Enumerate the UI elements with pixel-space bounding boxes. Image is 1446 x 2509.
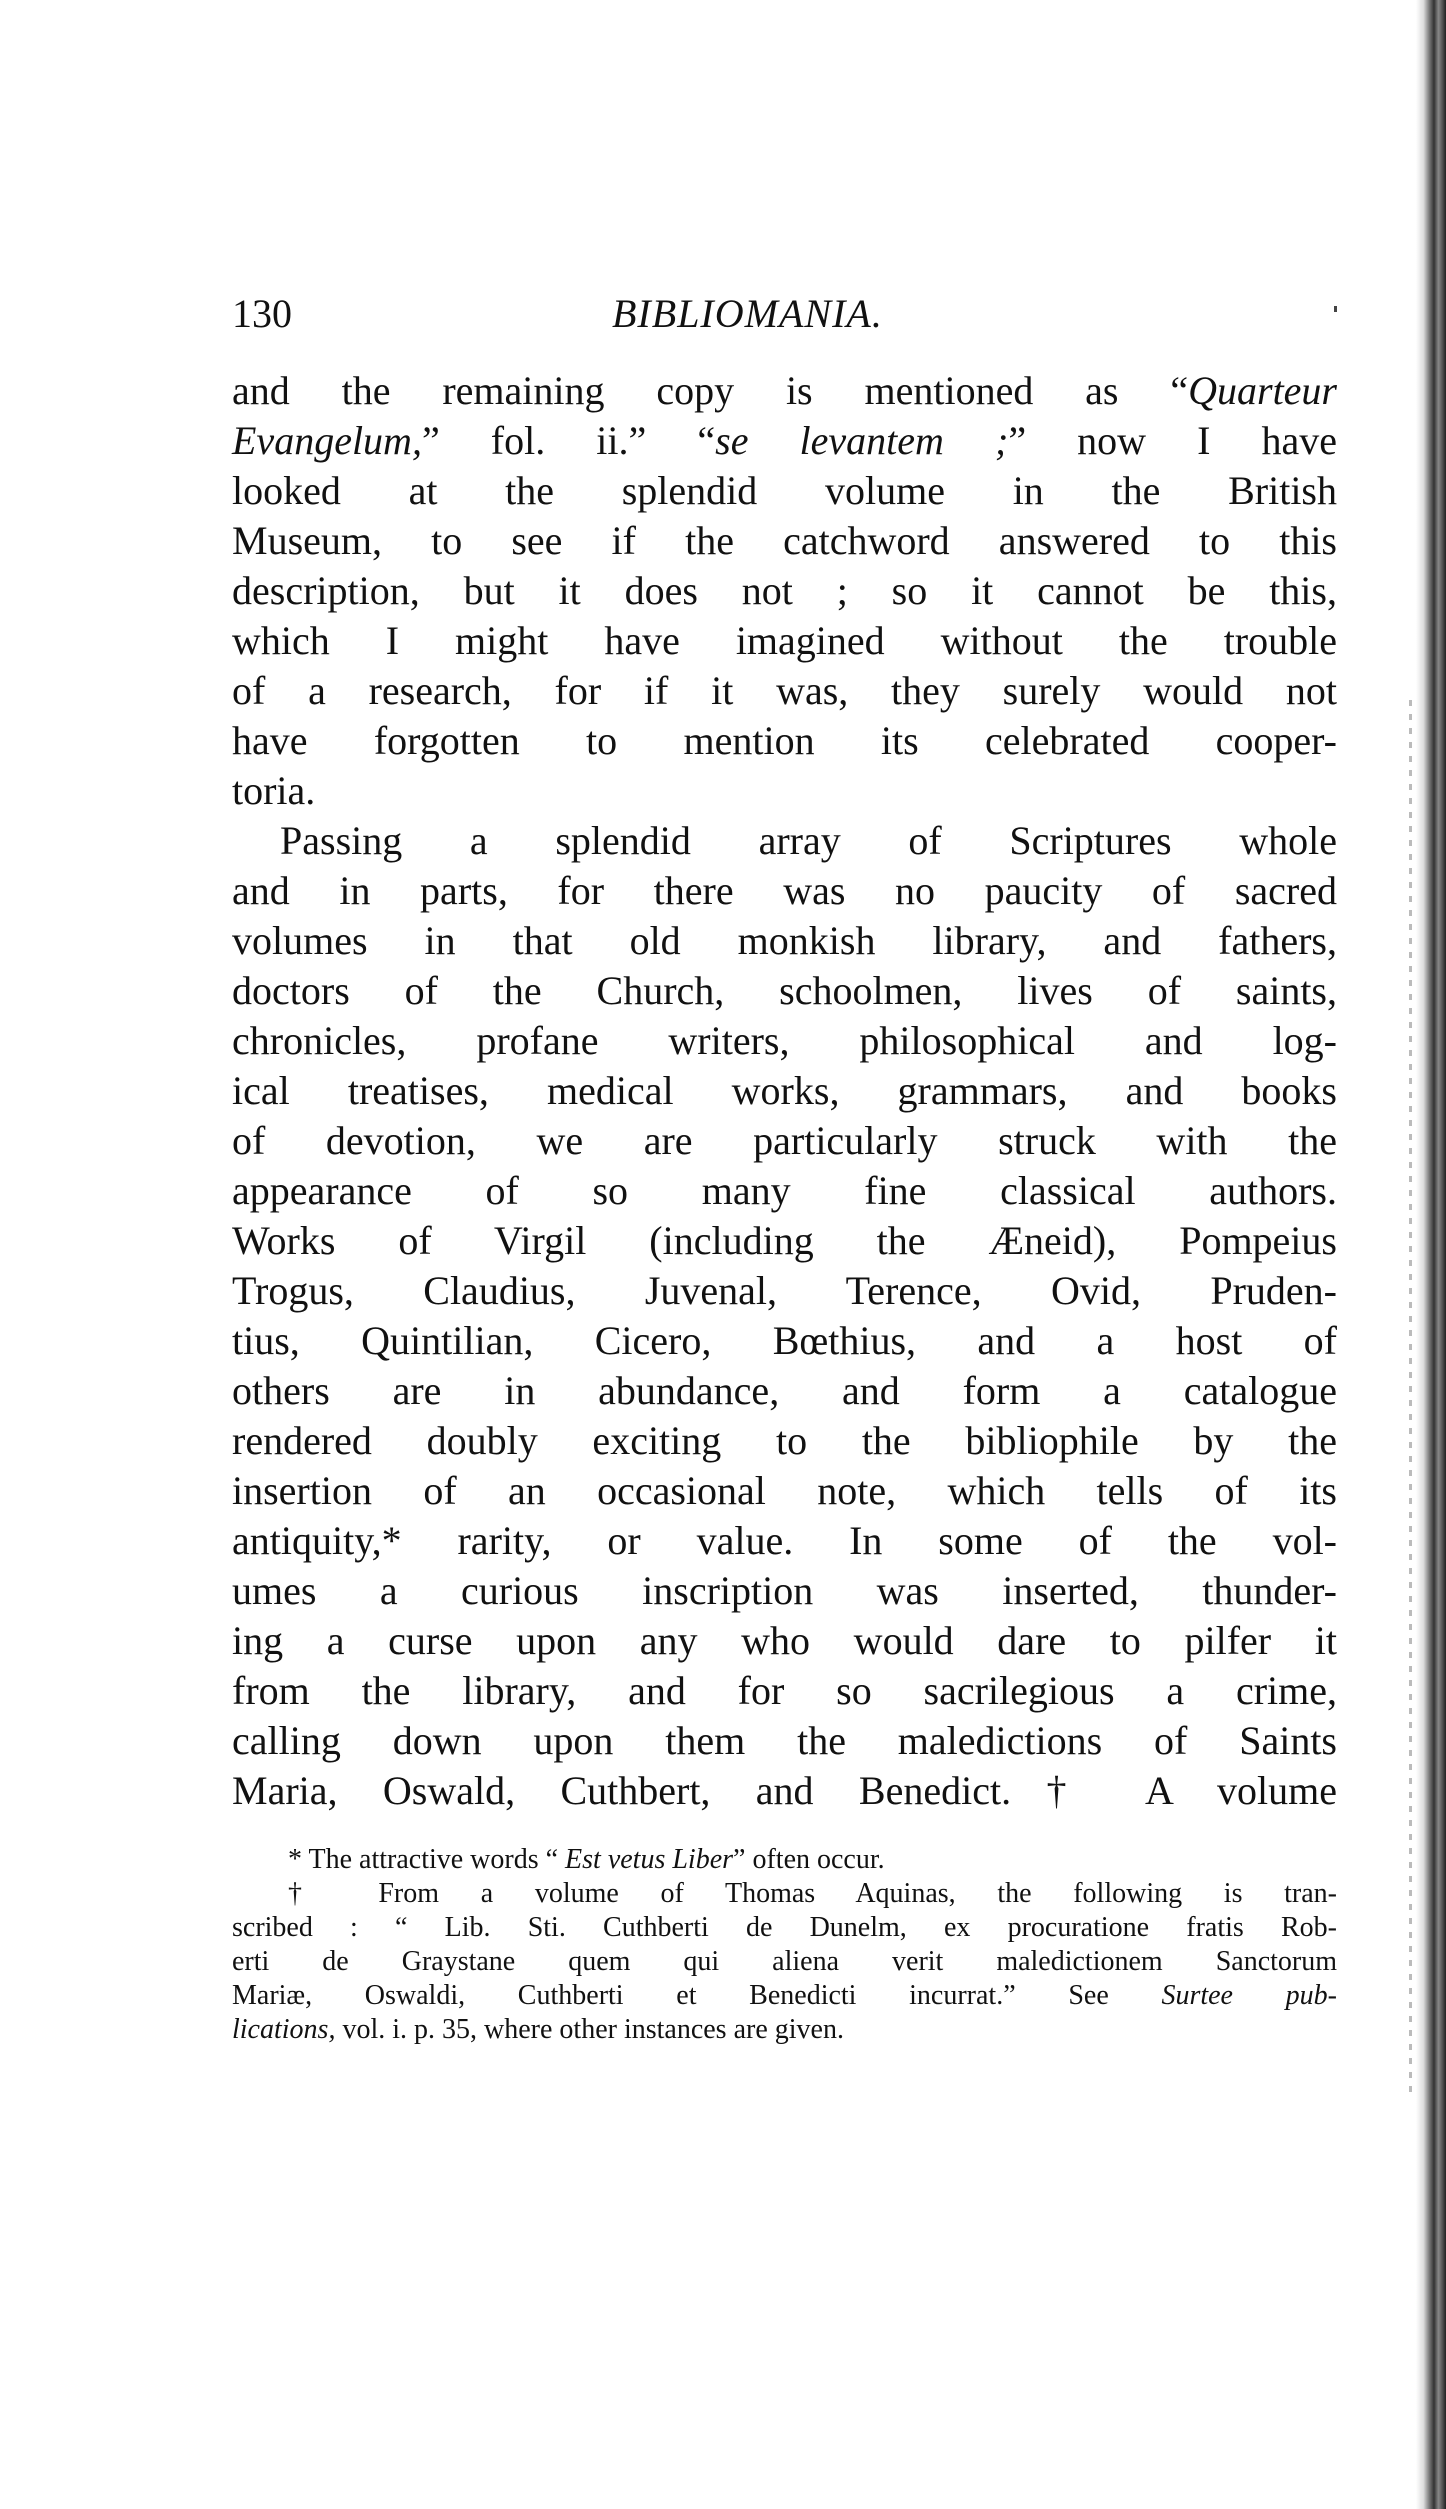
body-line <box>232 1666 1337 1716</box>
text-run: and the remaining copy is mentioned as “ <box>232 368 1189 413</box>
text-run: Mariæ, Oswaldi, Cuthberti et Benedicti incurrat.” See <box>232 1980 1162 2011</box>
text-run: ” often occur. <box>733 1844 885 1875</box>
italic-text: se levantem ; <box>715 418 1009 463</box>
text-run: erti de Graystane quem qui aliena verit maledictionem Sanctorum <box>232 1946 1337 1977</box>
scan-edge-shadow <box>1409 700 1412 2100</box>
text-run: looked at the splendid volume in the British <box>232 468 1337 513</box>
body-line <box>232 1316 1337 1366</box>
body-line <box>232 1466 1337 1516</box>
footnote-line <box>232 1877 1337 1911</box>
text-run: † From a volume of Thomas Aquinas, the following is tran- <box>288 1878 1337 1909</box>
body-line <box>232 1216 1337 1266</box>
body-line <box>232 416 1337 466</box>
body-line <box>232 1166 1337 1216</box>
text-run: * The attractive words “ <box>288 1844 566 1875</box>
footnote-line <box>232 1843 1337 1877</box>
footnote-line <box>232 1979 1337 2013</box>
text-run: which I might have imagined without the trouble <box>232 618 1337 663</box>
body-line <box>232 716 1337 766</box>
body-line <box>232 1766 1337 1816</box>
text-run: appearance of so many fine classical authors. <box>232 1168 1337 1213</box>
body-line <box>232 666 1337 716</box>
text-run: description, but it does not ; so it cannot be this, <box>232 568 1337 613</box>
body-line <box>232 916 1337 966</box>
text-run: from the library, and for so sacrilegious a crime, <box>232 1668 1337 1713</box>
body-line <box>232 1266 1337 1316</box>
footnote-line <box>232 1945 1337 1979</box>
text-run: ” now I have <box>1008 418 1338 463</box>
body-line <box>232 1366 1337 1416</box>
body-line <box>232 566 1337 616</box>
text-run: doctors of the Church, schoolmen, lives of saints, <box>232 968 1337 1013</box>
text-run: of devotion, we are particularly struck with the <box>232 1118 1337 1163</box>
text-run: tius, Quintilian, Cicero, Bœthius, and a host of <box>232 1318 1337 1363</box>
italic-text: Evangelum, <box>232 418 422 463</box>
text-run: antiquity,* rarity, or value. In some of the vol- <box>232 1518 1337 1563</box>
italic-text: Surtee pub- <box>1161 1980 1337 2011</box>
italic-text: Quarteur <box>1188 368 1337 413</box>
body-line <box>232 766 1337 816</box>
body-line <box>232 1716 1337 1766</box>
text-run: Maria, Oswald, Cuthbert, and Benedict.† A volume <box>232 1768 1337 1813</box>
body-line <box>232 1066 1337 1116</box>
body-line <box>232 1566 1337 1616</box>
scan-page-edge <box>1416 0 1446 2509</box>
text-run: rendered doubly exciting to the bibliophile by the <box>232 1418 1337 1463</box>
text-run: Passing a splendid array of Scriptures whole <box>280 818 1337 863</box>
body-line <box>232 1616 1337 1666</box>
text-run: Museum, to see if the catchword answered to this <box>232 518 1337 563</box>
text-run: Trogus, Claudius, Juvenal, Terence, Ovid, Pruden- <box>232 1268 1337 1313</box>
footnotes <box>232 1843 1337 2047</box>
text-run: calling down upon them the maledictions of Saints <box>232 1718 1337 1763</box>
text-run: Works of Virgil (including the Æneid), Pompeius <box>232 1218 1337 1263</box>
text-run: toria. <box>232 768 316 813</box>
italic-text: Est vetus Liber <box>565 1844 734 1875</box>
footnote-line <box>232 1911 1337 1945</box>
running-title: BIBLIOMANIA. <box>612 291 883 336</box>
body-line <box>232 1016 1337 1066</box>
text-run: volumes in that old monkish library, and fathers, <box>232 918 1337 963</box>
body-line <box>232 1116 1337 1166</box>
page-header <box>232 290 1337 340</box>
text-run: of a research, for if it was, they surely would not <box>232 668 1337 713</box>
italic-text: lications, <box>232 2014 336 2045</box>
text-run: chronicles, profane writers, philosophical and log- <box>232 1018 1337 1063</box>
footnote-line <box>232 2013 1337 2047</box>
body-line <box>232 366 1337 416</box>
text-run: insertion of an occasional note, which tells of its <box>232 1468 1337 1513</box>
body-line <box>232 516 1337 566</box>
text-run: and in parts, for there was no paucity of sacred <box>232 868 1337 913</box>
body-line <box>232 816 1337 866</box>
text-run: others are in abundance, and form a catalogue <box>232 1368 1337 1413</box>
body-line <box>232 966 1337 1016</box>
body-line <box>232 1516 1337 1566</box>
page-number: 130 <box>232 291 292 336</box>
text-run: ing a curse upon any who would dare to pilfer it <box>232 1618 1337 1663</box>
body-text <box>232 366 1337 1816</box>
body-line <box>232 866 1337 916</box>
text-run: ” fol. ii.” “ <box>421 418 716 463</box>
text-run: vol. i. p. 35, where other instances are given. <box>335 2014 844 2045</box>
text-run: ical treatises, medical works, grammars, and books <box>232 1068 1337 1113</box>
text-run: have forgotten to mention its celebrated cooper- <box>232 718 1337 763</box>
text-run: umes a curious inscription was inserted, thunder- <box>232 1568 1337 1613</box>
scan-speck <box>1334 306 1337 312</box>
body-line <box>232 616 1337 666</box>
body-line <box>232 1416 1337 1466</box>
text-run: scribed : “ Lib. Sti. Cuthberti de Dunelm, ex procuratione fratis Rob- <box>232 1912 1337 1943</box>
body-line <box>232 466 1337 516</box>
